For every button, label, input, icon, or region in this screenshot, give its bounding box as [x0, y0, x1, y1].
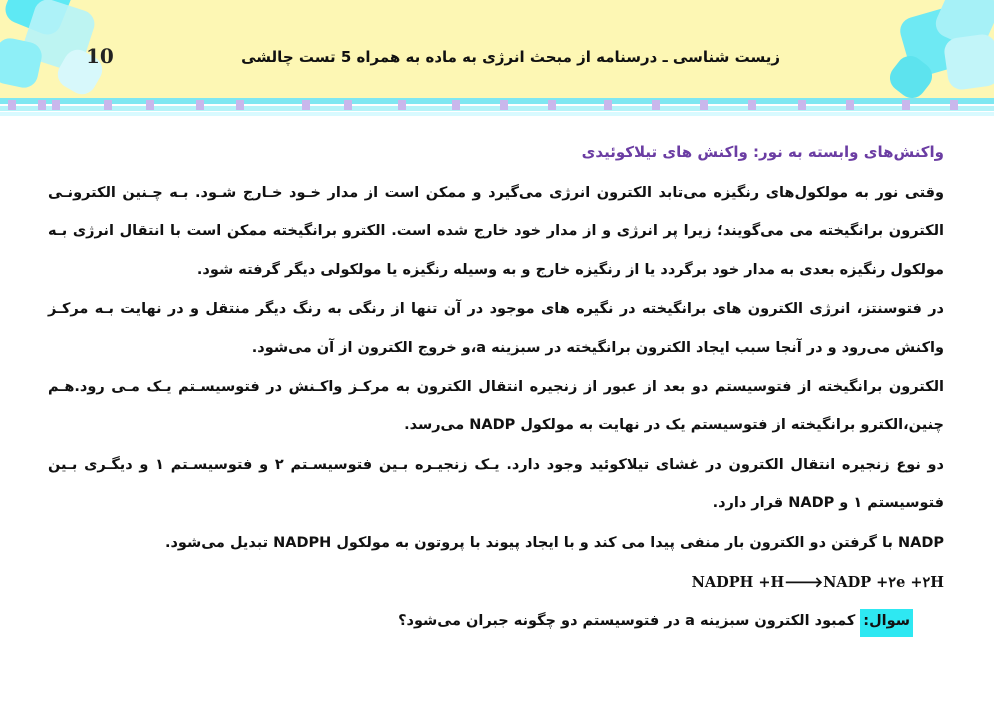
- paragraph: NADP با گرفتن دو الکترون بار منفی پیدا می کند و با ایجاد پیوند با پروتون به مولکول NADPH تبدیل می‌شود.: [164, 534, 944, 551]
- question: [48, 603, 944, 639]
- paragraph: الکترون برانگیخته از فتوسیستم ‌دو بعد از عبور از زنجیره انتقال الکترون به مرکـز واکـنش در فتوسیسـتم یـک مـی رود.هـم چنین،الکترو برانگیخته از فتوسیستم یک در نهایت به مولکول NADP می‌رسد.: [48, 379, 944, 434]
- section-heading: واکنش‌های وابسته به نور: واکنش های تیلاکوئیدی: [581, 143, 944, 161]
- question-text: کمبود الکترون سبزینه a در فتوسیستم دو چگونه جبران می‌شود؟: [398, 613, 861, 630]
- page-number: 10: [86, 44, 114, 68]
- decorative-square: [943, 33, 994, 92]
- chemical-equation: NADPH +H🡒NADP +۲e +۲H: [691, 574, 944, 592]
- paragraph: در فتوسنتز، انرژی الکترون های برانگیخته در نگیره های موجود در آن تنها از رنگی به رنگ دیگر منتقل و در نهایت بـه مرکـز واکنش می‌رود و در آنجا سبب ایجاد الکترون برانگیخته در سبزینه a،و خروج الکترون از آن می‌شود.: [48, 301, 944, 356]
- page-header: [0, 0, 994, 100]
- paragraph: دو نوع زنجیره انتقال الکترون در غشای تیلاکوئید وجود دارد. یـک زنجیـره بـین فتوسیسـتم ۲ و فتوسیسـتم ۱ و دیگـری بـین فتوسیستم ۱ و NADP قرار دارد.: [48, 456, 945, 512]
- paragraph: وقتی نور به مولکول‌های رنگیزه می‌تابد الکترون انرژی می‌گیرد و ممکن است از مدار خـود خـارج شـود. بـه چـنین الکترونـی الکترون برانگیخته می می‌گویند؛ زیرا پر انرژی و از مدار خود خارج شده است. الکترو برانگیخته ممکن است با انتقال انرژی بـه مولکول رنگیزه بعدی به مدار خود برگردد یا از رنگیزه خارج و به وسیله رنگیزه یا مولکولی دیگر گرفته شود.: [48, 185, 944, 278]
- header-divider-stripe: [0, 98, 994, 120]
- lesson-content: [48, 138, 944, 639]
- header-title: زیست شناسی ـ درسنامه از مبحث انرژی به ماده به همراه 5 تست چالشی: [241, 48, 780, 66]
- question-label: سوال:: [860, 609, 913, 637]
